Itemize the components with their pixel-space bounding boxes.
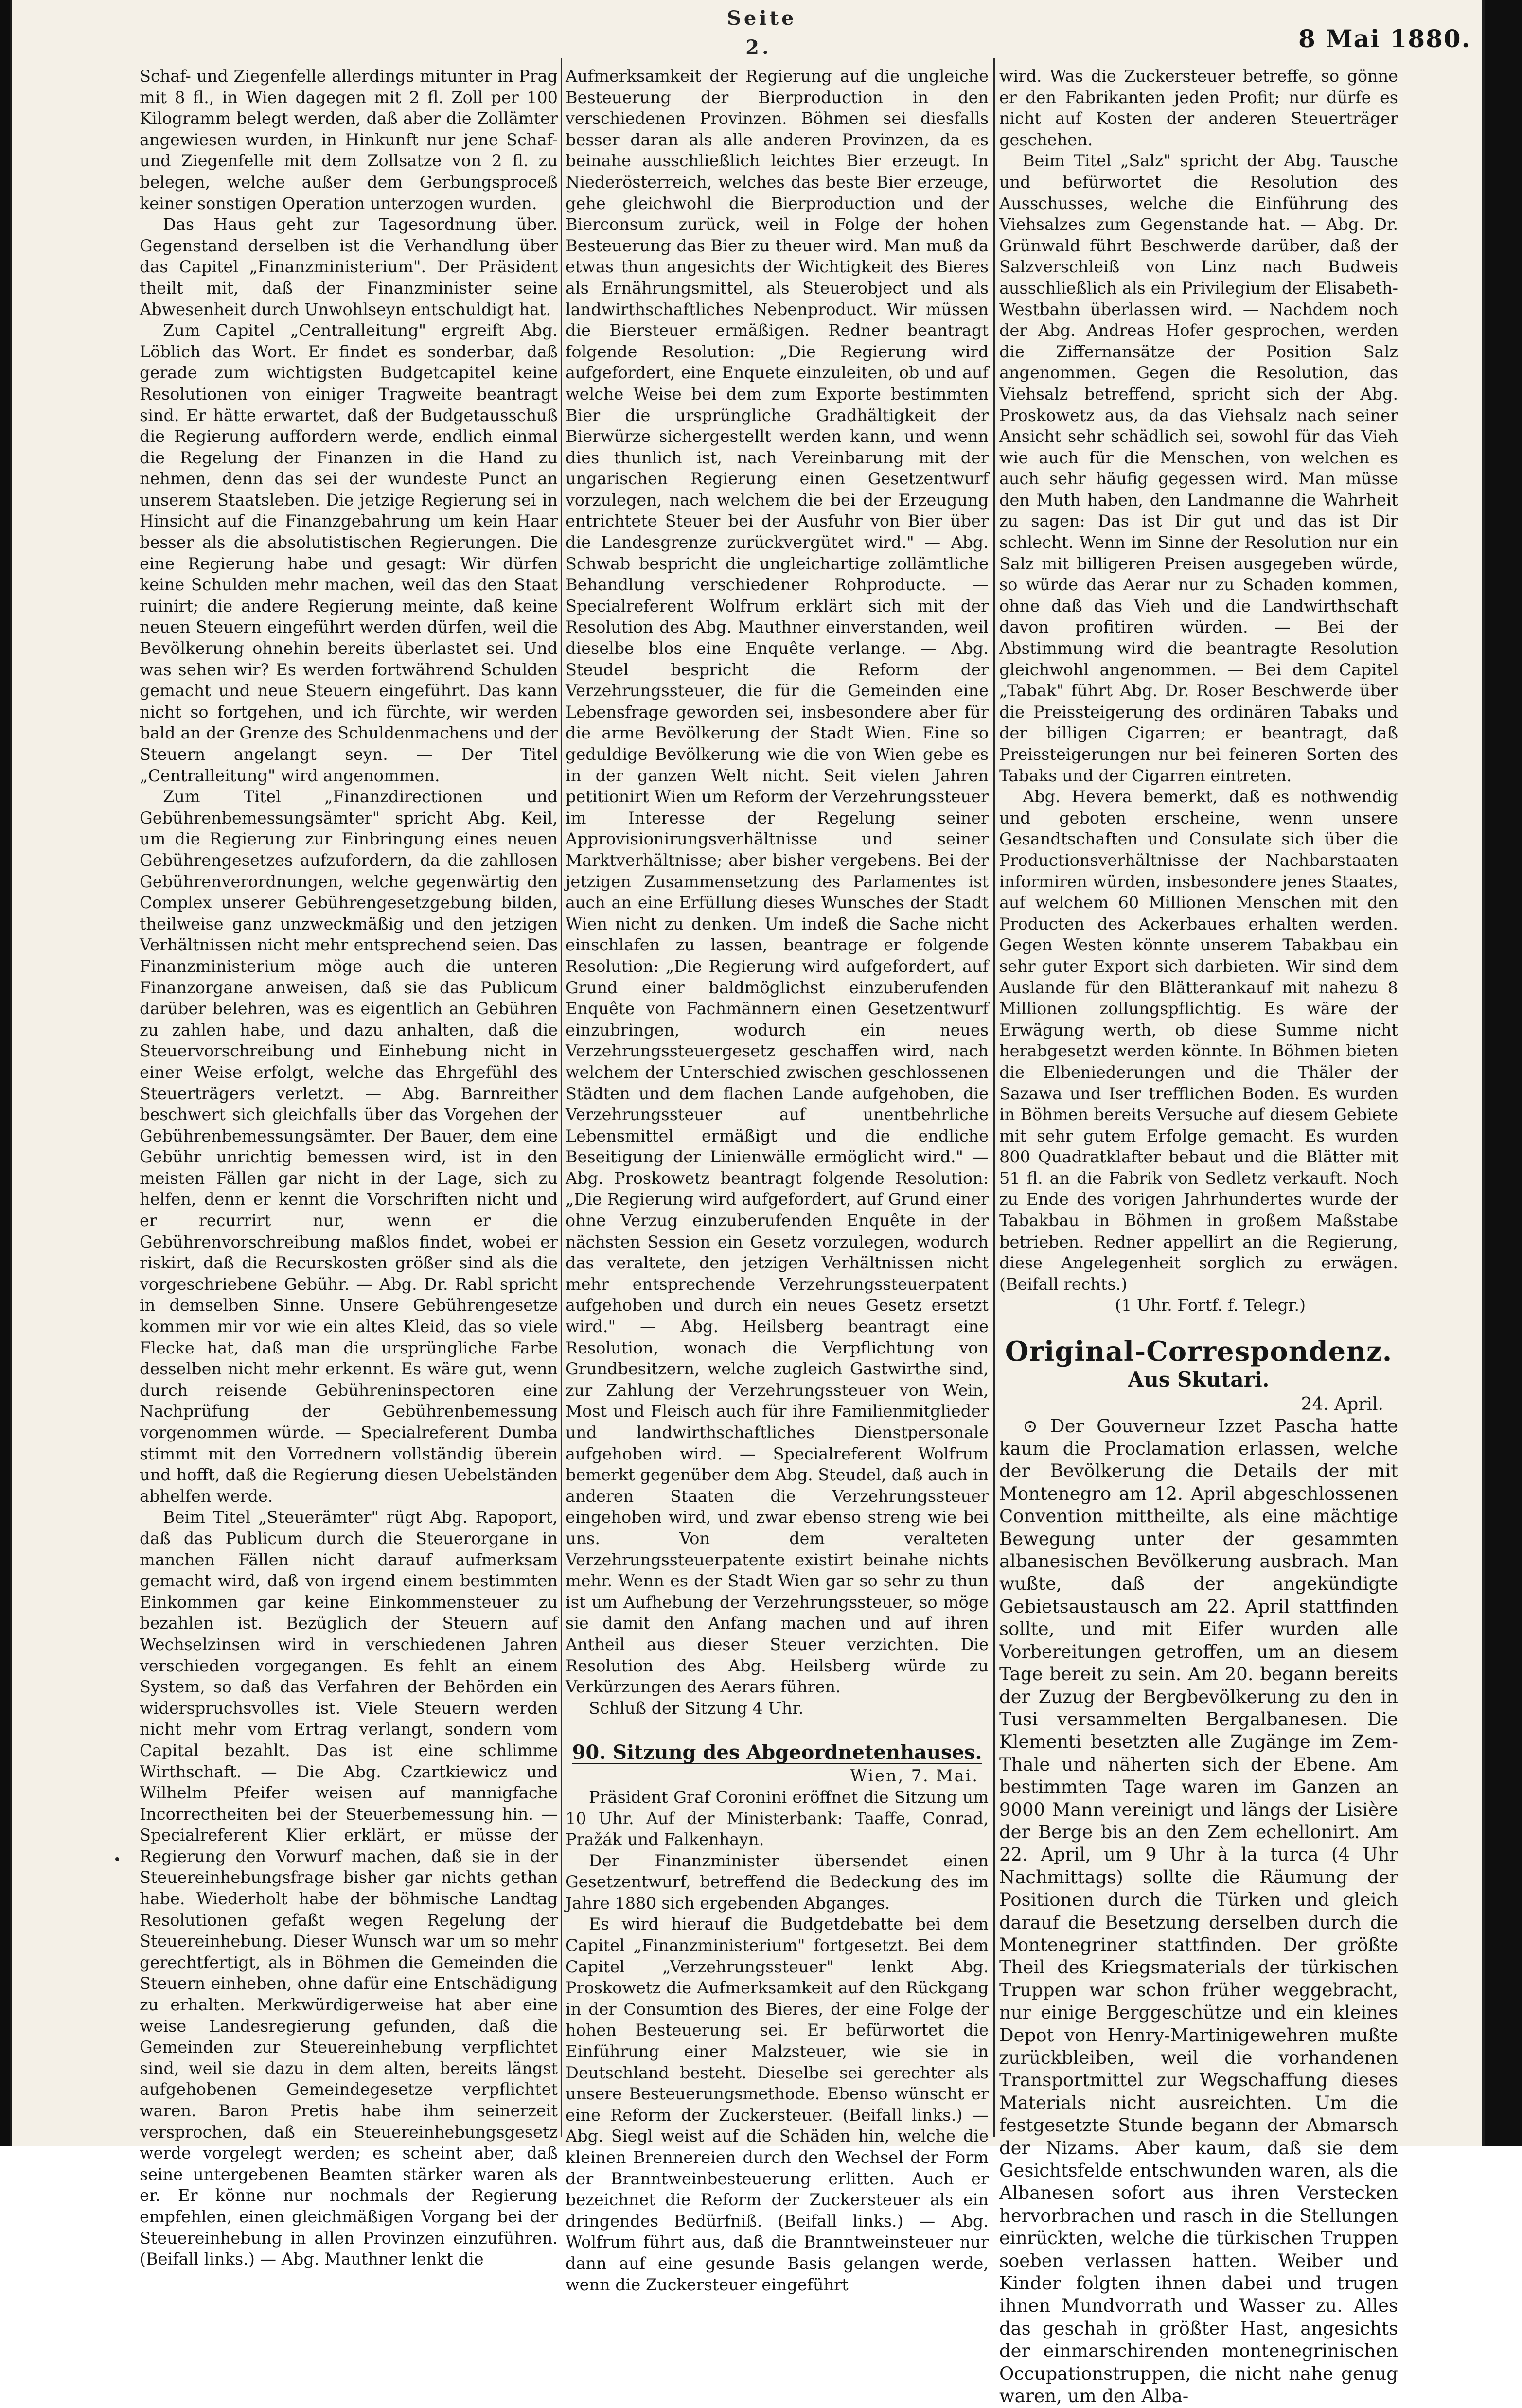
paragraph: Das Haus geht zur Tagesordnung über. Gegenstand derselben ist die Verhandlung über das Capitel „Finanzministerium". Der Präsident theilt mit, daß der Finanzminister seine Abwesenheit durch Unwohlseyn entschuldigt hat. <box>140 215 558 319</box>
scan-right-edge <box>1482 0 1522 2146</box>
paragraph: Der Finanzminister übersendet einen Gesetzentwurf, betreffend die Bedeckung des im Jahre 1880 sich ergebenden Abganges. <box>566 1851 989 1913</box>
column-2 <box>566 66 989 2294</box>
session-dateline: Wien, 7. Mai. <box>850 1766 979 1786</box>
paragraph: Schaf- und Ziegenfelle allerdings mitunter in Prag mit 8 fl., in Wien dagegen mit 2 fl. Zoll per 100 Kilogramm belegt werden, daß aber die Zollämter angewiesen wurden, in Hinkunft nur jene Schaf- und Ziegenfelle mit dem Zollsatze von 2 fl. zu belegen, welche außer dem Gerbungsproceß keiner sonstigen Operation unterzogen wurden. <box>140 67 558 213</box>
paragraph: Aufmerksamkeit der Regierung auf die ungleiche Besteuerung der Bierproduction in den verschiedenen Provinzen. Böhmen sei diesfalls besser daran als alle anderen Provinzen, da es beinahe ausschließlich leichtes Bier erzeugt. In Niederösterreich, welches das beste Bier erzeuge, gehe gleichwohl die Bierproduction und der Bierconsum zurück, weil in Folge der hohen Besteuerung das Bier zu theuer wird. Man muß da etwas thun angesichts der Wichtigkeit des Bieres als Ernährungsmittel, als Steuerobject und als landwirthschaftliches Nebenproduct. Wir müssen die Biersteuer ermäßigen. Redner beantragt folgende Resolution: „Die Regierung wird aufgefordert, eine Enquete einzuleiten, ob und auf welche Weise bei dem zum Exporte bestimmten Bier die ursprüngliche Gradhältigkeit der Bierwürze sichergestellt werden kann, und wenn dies thunlich ist, nach Vereinbarung mit der ungarischen Regierung einen Gesetzentwurf vorzulegen, nach welchem die bei der Erzeugung entrichtete Steuer bei der Ausfuhr von Bier über die Landesgrenze zurückvergütet wird." — Abg. Schwab bespricht die ungleichartige zollämtliche Behandlung verschiedener Rohproducte. — Specialreferent Wolfrum erklärt sich mit der Resolution des Abg. Mauthner einverstanden, weil dieselbe blos eine Enquête verlange. — Abg. Steudel bespricht die Reform der Verzehrungssteuer, die für die Gemeinden eine Lebensfrage geworden sei, insbesondere aber für die arme Bevölkerung der Stadt Wien. Eine so geduldige Bevölkerung wie die von Wien gebe es in der ganzen Welt nicht. Seit vielen Jahren petitionirt Wien um Reform der Verzehrungssteuer im Interesse der Regelung seiner Approvisionirungsverhältnisse und seiner Marktverhältnisse; aber bisher vergebens. Bei der jetzigen Zusammensetzung des Parlamentes ist auch an eine Erfüllung dieses Wunsches der Stadt Wien nicht zu denken. Um indeß die Sache nicht einschlafen zu lassen, beantrage er folgende Resolution: „Die Regierung wird aufgefordert, auf Grund einer baldmöglichst einzuberufenden Enquête von Fachmännern einen Gesetzentwurf einzubringen, wodurch ein neues Verzehrungssteuergesetz geschaffen wird, nach welchem der Unterschied zwischen geschlossenen Städten und dem flachen Lande aufgehoben, die Verzehrungssteuer auf unentbehrliche Lebensmittel ermäßigt und die endliche Beseitigung der Linienwälle ermöglicht wird." — Abg. Proskowetz beantragt folgende Resolution: „Die Regierung wird aufgefordert, auf Grund einer ohne Verzug einzuberufenden Enquête in der nächsten Session ein Gesetz vorzulegen, wodurch das veraltete, den jetzigen Verhältnissen nicht mehr entsprechende Verzehrungssteuerpatent aufgehoben und durch ein neues Gesetz ersetzt wird." — Abg. Heilsberg beantragt eine Resolution, wonach die Verpflichtung von Grundbesitzern, welche zugleich Gastwirthe sind, zur Zahlung der Verzehrungssteuer von Wein, Most und Fleisch auch für ihre Familienmitglieder und landwirthschaftliches Dienstpersonale aufgehoben wird. — Specialreferent Wolfrum bemerkt gegenüber dem Abg. Steudel, daß auch in anderen Staaten die Verzehrungssteuer eingehoben wird, und zwar ebenso streng wie bei uns. Von dem veralteten Verzehrungssteuerpatente existirt beinahe nichts mehr. Wenn es der Stadt Wien gar so sehr zu thun ist um Aufhebung der Verzehrungssteuer, so möge sie damit den Anfang machen und auf ihren Antheil aus dieser Steuer verzichten. Die Resolution des Abg. Heilsberg würde zu Verkürzungen des Aerars führen. <box>566 67 989 1697</box>
session-title: 90. Sitzung des Abgeordnetenhauses. <box>572 1741 982 1764</box>
correspondence-subtitle: Aus Skutari. <box>1128 1368 1270 1392</box>
scan-left-edge <box>0 0 10 2146</box>
correspondence-paragraph: ⊙ Der Gouverneur Izzet Pascha hatte kaum die Proclamation erlassen, welche der Bevölkerung die Details der mit Montenegro am 12. April abgeschlossenen Convention mittheilte, als eine mächtige Bewegung unter der gesammten albanesischen Bevölkerung ausbrach. Man wußte, daß der angekündigte Gebietsaustausch am 22. April stattfinden sollte, und mit Eifer wurden alle Vorbereitungen getroffen, um an diesem Tage bereit zu sein. Am 20. begann bereits der Zuzug der Bergbevölkerung zu den in Tusi versammelten Bergalbanesen. Die Klementi besetzten alle Zugänge im Zem-Thale und näherten sich der Ebene. Am bestimmten Tage waren im Ganzen an 9000 Mann vereinigt und längs der Lisière der Berge bis an den Zem echellonirt. Am 22. April, um 9 Uhr à la turca (4 Uhr Nachmittags) sollte die Räumung der Positionen durch die Türken und gleich darauf die Besetzung derselben durch die Montenegriner stattfinden. Der größte Theil des Kriegsmaterials der türkischen Truppen war schon früher weggebracht, nur einige Berggeschütze und ein kleines Depot von Henry-Martinigewehren mußte zurückbleiben, weil die vorhandenen Transportmittel zur Wegschaffung dieses Materials nicht ausreichten. Um die festgesetzte Stunde begann der Abmarsch der Nizams. Aber kaum, daß sie dem Gesichtsfelde entschwunden waren, als die Albanesen sofort aus ihren Verstecken hervorbrachen und rasch in die Stellungen einrückten, welche die türkischen Truppen soeben verlassen hatten. Weiber und Kinder folgten ihnen dabei und trugen ihnen Mundvorrath und Wasser zu. Alles das geschah in größter Hast, angesichts der einmarschirenden montenegrinischen Occupationstruppen, die nicht nahe genug waren, um den Alba- <box>999 1415 1398 2407</box>
column-rule <box>561 58 562 2137</box>
paragraph: wird. Was die Zuckersteuer betreffe, so gönne er den Fabrikanten jeden Profit; nur dürfe es nicht auf Kosten der anderen Steuerträger geschehen. <box>999 67 1398 149</box>
paragraph: Abg. Hevera bemerkt, daß es nothwendig und geboten erscheine, wenn unsere Gesandtschaften und Consulate sich über die Productionsverhältnisse der Nachbarstaaten informiren würden, insbesondere jenes Staates, auf welchem 60 Millionen Menschen mit den Producten des Ackerbaues erhalten werden. Gegen Westen könnte unserem Tabakbau ein sehr guter Export sich darbieten. Wir sind dem Auslande für den Blätterankauf mit nahezu 8 Millionen zollungspflichtig. Es wäre der Erwägung werth, ob diese Summe nicht herabgesetzt werden könnte. In Böhmen bieten die Elbeniederungen und die Thäler der Sazawa und Iser trefflichen Boden. Es wurden in Böhmen bereits Versuche auf diesem Gebiete mit sehr gutem Erfolge gemacht. Es wurden 800 Quadratklafter bebaut und die Blätter mit 51 fl. an die Fabrik von Sedletz verkauft. Noch zu Ende des vorigen Jahrhundertes wurde der Tabakbau in Böhmen in großem Maßstabe betrieben. Redner appellirt an die Regierung, diese Angelegenheit sorglich zu erwägen. (Beifall rechts.) <box>999 787 1398 1294</box>
correspondence-date: 24. April. <box>1301 1394 1383 1415</box>
correspondence-title: Original-Correspondenz. <box>1005 1336 1393 1368</box>
paragraph: Präsident Graf Coronini eröffnet die Sitzung um 10 Uhr. Auf der Ministerbank: Taaffe, Conrad, Pražák und Falkenhayn. <box>566 1787 989 1849</box>
paragraph: Zum Titel „Finanzdirectionen und Gebührenbemessungsämter" spricht Abg. Keil, um die Regierung zur Einbringung eines neuen Gebührengesetzes aufzufordern, da die zahllosen Gebührenverordnungen, welche gegenwärtig den Complex unserer Gebührengesetzgebung bilden, theilweise ganz unzweckmäßig und den jetzigen Verhältnissen nicht mehr entsprechend seien. Das Finanzministerium möge auch die unteren Finanzorgane anweisen, daß sie das Publicum darüber belehren, was es eigentlich an Gebühren zu zahlen habe, und dazu anhalten, daß die Steuervorschreibung und Einhebung nicht in einer Weise erfolgt, welche das Ehrgefühl des Steuerträgers verletzt. — Abg. Barnreither beschwert sich gleichfalls über das Vorgehen der Gebührenbemessungsämter. Der Bauer, dem eine Gebühr unrichtig bemessen wird, ist in den meisten Fällen gar nicht in der Lage, sich zu helfen, denn er kennt die Vorschriften nicht und er recurrirt nur, wenn er die Gebührenvorschreibung maßlos findet, wobei er riskirt, daß die Recurskosten größer sind als die vorgeschriebene Gebühr. — Abg. Dr. Rabl spricht in demselben Sinne. Unsere Gebührengesetze kommen mir vor wie ein altes Kleid, das so viele Flecke hat, daß man die ursprüngliche Farbe desselben nicht mehr erkennt. Es wäre gut, wenn durch reisende Gebühreninspectoren eine Nachprüfung der Gebührenbemessung vorgenommen würde. — Specialreferent Dumba stimmt mit den Vorrednern vollständig überein und hofft, daß die Regierung diesen Uebelständen abhelfen werde. <box>140 787 558 1506</box>
session-end-note: Schluß der Sitzung 4 Uhr. <box>589 1698 804 1718</box>
paragraph: Beim Titel „Salz" spricht der Abg. Tausche und befürwortet die Resolution des Ausschusses, welche die Einführung des Viehsalzes zum Gegenstande hat. — Abg. Dr. Grünwald führt Beschwerde darüber, daß der Salzverschleiß von Linz nach Budweis ausschließlich als ein Privilegium der Elisabeth-Westbahn überlassen wird. — Nachdem noch der Abg. Andreas Hofer gesprochen, werden die Ziffernansätze der Position Salz angenommen. Gegen die Resolution, das Viehsalz betreffend, spricht sich der Abg. Proskowetz aus, da das Viehsalz nach seiner Ansicht sehr schädlich sei, sowohl für das Vieh wie auch für die Menschen, von welchen es auch sehr häufig gegessen wird. Man müsse den Muth haben, den Landmanne die Wahrheit zu sagen: Das ist Dir gut und das ist Dir schlecht. Wenn im Sinne der Resolution nur ein Salz mit billigeren Preisen ausgegeben würde, so würde das Aerar nur zu Schaden kommen, ohne daß das Vieh und die Landwirthschaft davon profitiren würden. — Bei der Abstimmung wird die beantragte Resolution gleichwohl angenommen. — Bei dem Capitel „Tabak" führt Abg. Dr. Roser Beschwerde über die Preissteigerung des ordinären Tabaks und der billigen Cigarren; er beantragt, daß Preissteigerungen nur bei feineren Sorten des Tabaks und der Cigarren eintreten. <box>999 151 1398 785</box>
telegram-credit: (1 Uhr. Fortf. f. Telegr.) <box>1115 1296 1306 1315</box>
column-rule <box>993 58 995 2137</box>
newspaper-page <box>10 0 1485 2407</box>
page-number: Seite 2. <box>727 7 797 59</box>
paragraph: Es wird hierauf die Budgetdebatte bei dem Capitel „Finanzministerium" fortgesetzt. Bei dem Capitel „Verzehrungssteuer" lenkt Abg. Proskowetz die Aufmerksamkeit auf den Rückgang in der Consumtion des Bieres, der eine Folge der hohen Besteuerung sei. Er befürwortet die Einführung einer Malzsteuer, wie sie in Deutschland besteht. Dieselbe sei gerechter als unsere Besteuerungsmethode. Ebenso wünscht er eine Reform der Zuckersteuer. (Beifall links.) — Abg. Siegl weist auf die Schäden hin, welche die kleinen Brennereien durch den Wechsel der Form der Branntweinbesteuerung erlitten. Auch er bezeichnet die Reform der Zuckersteuer als ein dringendes Bedürfniß. (Beifall links.) — Abg. Wolfrum führt aus, daß die Branntweinsteuer nur dann auf eine gesunde Basis gelangen werde, wenn die Zuckersteuer eingeführt <box>566 1915 989 2294</box>
session-heading <box>566 1740 989 1765</box>
paragraph: Beim Titel „Steuerämter" rügt Abg. Rapoport, daß das Publicum durch die Steuerorgane in manchen Fällen nicht darauf aufmerksam gemacht wird, daß von irgend einem bestimmten Einkommen gar keine Einkommensteuer zu bezahlen ist. Bezüglich der Steuern auf Wechselzinsen wird in verschiedenen Jahren verschieden vorgegangen. Es fehlt an einem System, so daß das Verfahren der Behörden ein widerspruchsvolles ist. Viele Steuern werden nicht mehr vom Ertrag verlangt, sondern vom Capital bezahlt. Das ist eine schlimme Wirthschaft. — Die Abg. Czartkiewicz und Wilhelm Pfeifer weisen auf mannigfache Incorrectheiten bei der Steuerbemessung hin. — Specialreferent Klier erklärt, er müsse der Regierung den Vorwurf machen, daß sie in der Steuereinhebungsfrage bisher gar nichts gethan habe. Wiederholt habe der böhmische Landtag Resolutionen gefaßt wegen Regelung der Steuereinhebung. Dieser Wunsch war um so mehr gerechtfertigt, als in Böhmen die Gemeinden die Steuern einheben, ohne dafür eine Entschädigung zu erhalten. Merkwürdigerweise hat aber eine weise Landesregierung gefunden, daß die Gemeinden zur Steuereinhebung verpflichtet sind, weil sie dazu in dem alten, bereits längst aufgehobenen Gemeindegesetze verpflichtet waren. Baron Pretis habe ihm seinerzeit versprochen, daß ein Steuereinhebungsgesetz werde vorgelegt werden; es scheint aber, daß seine untergebenen Beamten stärker waren als er. Er könne nur nochmals der Regierung empfehlen, einen gleichmäßigen Vorgang bei der Steuereinhebung in allen Provinzen einzuführen. (Beifall links.) — Abg. Mauthner lenkt die <box>140 1508 558 2269</box>
issue-date: 8 Mai 1880. <box>1298 24 1471 53</box>
paragraph: Zum Capitel „Centralleitung" ergreift Abg. Löblich das Wort. Er findet es sonderbar, daß gerade zum wichtigsten Budgetcapitel keine Resolutionen von einiger Tragweite beantragt sind. Er hätte erwartet, daß der Budgetausschuß die Regierung auffordern werde, endlich einmal die Regelung der Finanzen in die Hand zu nehmen, denn das sei der wundeste Punct an unserem Staatsleben. Die jetzige Regierung sei in Hinsicht auf die Finanzgebahrung um kein Haar besser als die absolutistischen Regierungen. Die eine Regierung habe und gesagt: Wir dürfen keine Schulden mehr machen, weil das den Staat ruinirt; die andere Regierung meinte, daß keine neuen Steuern eingeführt werden dürfen, weil die Bevölkerung ohnehin bereits überlastet sei. Und was sehen wir? Es werden fortwährend Schulden gemacht und neue Steuern eingeführt. Das kann nicht so fortgehen, und ich fürchte, wir werden bald an der Grenze des Schuldenmachens und der Steuern angelangt seyn. — Der Titel „Centralleitung" wird angenommen. <box>140 321 558 785</box>
column-1 <box>140 66 558 2269</box>
column-3 <box>999 66 1398 2407</box>
ink-speck <box>115 1857 119 1861</box>
